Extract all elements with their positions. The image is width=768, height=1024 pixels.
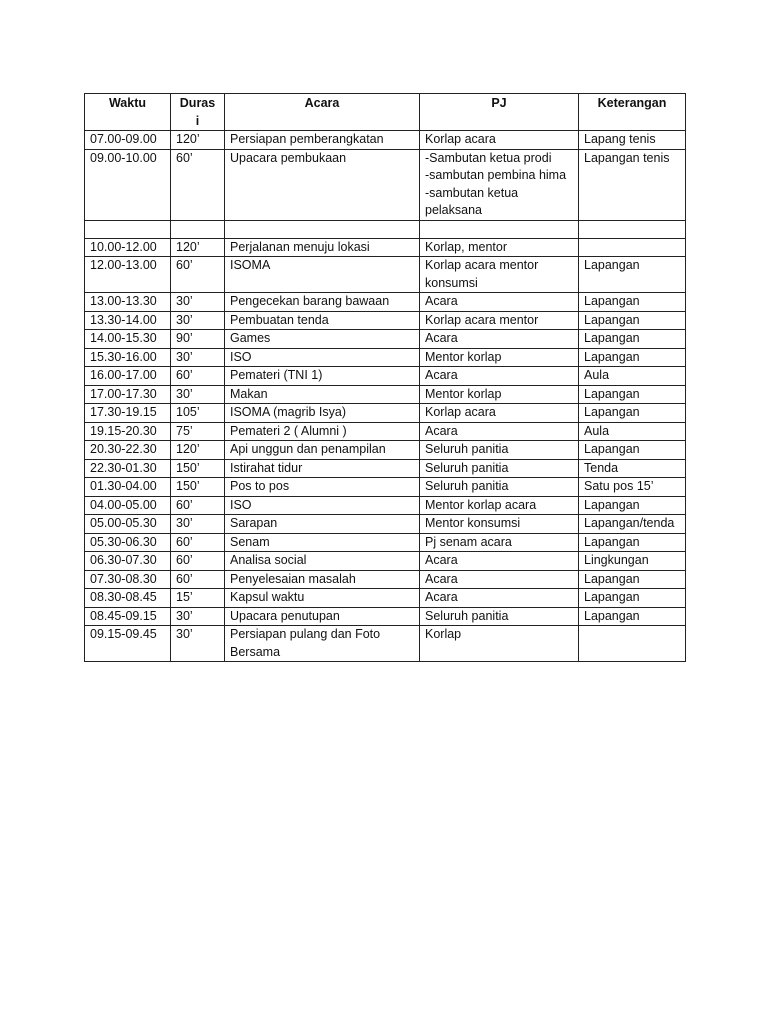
cell-waktu <box>85 220 171 238</box>
table-row <box>85 515 686 534</box>
cell-pj-line: pelaksana <box>425 203 482 217</box>
cell-durasi: 60’ <box>171 496 225 515</box>
table-row <box>85 330 686 349</box>
table-row <box>85 220 686 238</box>
cell-pj: Seluruh panitia <box>420 607 579 626</box>
table-row <box>85 404 686 423</box>
cell-durasi: 60’ <box>171 149 225 220</box>
cell-acara: Istirahat tidur <box>225 459 420 478</box>
cell-waktu: 07.30-08.30 <box>85 570 171 589</box>
cell-durasi: 30’ <box>171 348 225 367</box>
cell-pj: Seluruh panitia <box>420 459 579 478</box>
cell-durasi: 60’ <box>171 533 225 552</box>
cell-pj-line: Korlap acara mentor <box>425 258 539 272</box>
header-durasi-line2: i <box>195 113 200 128</box>
table-row <box>85 459 686 478</box>
table-header <box>85 94 686 131</box>
header-row <box>85 94 686 131</box>
cell-acara: Perjalanan menuju lokasi <box>225 238 420 257</box>
table-row <box>85 293 686 312</box>
cell-pj: Acara <box>420 570 579 589</box>
table-row <box>85 149 686 220</box>
cell-acara: ISO <box>225 496 420 515</box>
cell-acara: Pos to pos <box>225 478 420 497</box>
cell-keterangan: Lapangan <box>579 441 686 460</box>
cell-durasi: 30’ <box>171 293 225 312</box>
cell-pj: Acara <box>420 422 579 441</box>
cell-waktu: 08.45-09.15 <box>85 607 171 626</box>
cell-keterangan: Lapangan/tenda <box>579 515 686 534</box>
table-row <box>85 385 686 404</box>
table-row <box>85 496 686 515</box>
cell-acara: ISOMA <box>225 257 420 293</box>
cell-keterangan: Lapangan tenis <box>579 149 686 220</box>
cell-pj: Acara <box>420 330 579 349</box>
cell-acara: Games <box>225 330 420 349</box>
cell-waktu: 15.30-16.00 <box>85 348 171 367</box>
cell-keterangan: Lapangan <box>579 589 686 608</box>
cell-pj: Acara <box>420 293 579 312</box>
cell-waktu: 13.30-14.00 <box>85 311 171 330</box>
table-row <box>85 422 686 441</box>
cell-waktu: 08.30-08.45 <box>85 589 171 608</box>
cell-acara <box>225 626 420 662</box>
cell-waktu: 17.30-19.15 <box>85 404 171 423</box>
cell-durasi: 150’ <box>171 478 225 497</box>
table-row <box>85 626 686 662</box>
cell-acara: Upacara penutupan <box>225 607 420 626</box>
cell-waktu: 16.00-17.00 <box>85 367 171 386</box>
cell-durasi: 30’ <box>171 607 225 626</box>
header-durasi-line1: Duras <box>179 96 216 110</box>
cell-keterangan: Lingkungan <box>579 552 686 571</box>
cell-waktu: 22.30-01.30 <box>85 459 171 478</box>
cell-pj: Mentor konsumsi <box>420 515 579 534</box>
header-durasi <box>171 94 225 131</box>
cell-pj-line: -sambutan ketua <box>425 185 519 200</box>
cell-pj: Korlap, mentor <box>420 238 579 257</box>
cell-acara: Pemateri 2 ( Alumni ) <box>225 422 420 441</box>
cell-pj: Acara <box>420 367 579 386</box>
cell-waktu: 07.00-09.00 <box>85 131 171 150</box>
cell-acara: Makan <box>225 385 420 404</box>
cell-keterangan: Lapangan <box>579 348 686 367</box>
cell-durasi: 15’ <box>171 589 225 608</box>
cell-pj <box>420 257 579 293</box>
cell-durasi: 120’ <box>171 441 225 460</box>
cell-keterangan: Lapang tenis <box>579 131 686 150</box>
cell-pj: Korlap acara mentor <box>420 311 579 330</box>
cell-waktu: 09.15-09.45 <box>85 626 171 662</box>
table-row <box>85 257 686 293</box>
cell-keterangan: Lapangan <box>579 533 686 552</box>
cell-keterangan <box>579 220 686 238</box>
cell-pj-line: konsumsi <box>425 275 478 290</box>
cell-durasi: 120’ <box>171 238 225 257</box>
cell-keterangan: Tenda <box>579 459 686 478</box>
cell-keterangan: Lapangan <box>579 330 686 349</box>
cell-pj-line: -Sambutan ketua prodi <box>425 150 552 165</box>
cell-acara <box>225 220 420 238</box>
cell-keterangan: Lapangan <box>579 404 686 423</box>
cell-waktu: 10.00-12.00 <box>85 238 171 257</box>
cell-acara: Kapsul waktu <box>225 589 420 608</box>
table-row <box>85 441 686 460</box>
table-row <box>85 552 686 571</box>
cell-keterangan: Aula <box>579 422 686 441</box>
cell-pj: Acara <box>420 552 579 571</box>
cell-acara: Sarapan <box>225 515 420 534</box>
header-keterangan: Keterangan <box>579 94 686 131</box>
cell-keterangan: Lapangan <box>579 607 686 626</box>
cell-acara-line: Persiapan pulang dan Foto <box>230 627 381 641</box>
cell-acara: Upacara pembukaan <box>225 149 420 220</box>
table-row <box>85 607 686 626</box>
cell-acara: Penyelesaian masalah <box>225 570 420 589</box>
cell-waktu: 09.00-10.00 <box>85 149 171 220</box>
cell-acara: Analisa social <box>225 552 420 571</box>
cell-acara: Api unggun dan penampilan <box>225 441 420 460</box>
cell-pj: Mentor korlap <box>420 385 579 404</box>
table-row <box>85 311 686 330</box>
schedule-table <box>84 93 686 662</box>
table-row <box>85 131 686 150</box>
cell-pj-line: -sambutan pembina hima <box>425 168 567 182</box>
cell-keterangan: Lapangan <box>579 257 686 293</box>
cell-pj: Seluruh panitia <box>420 478 579 497</box>
table-row <box>85 478 686 497</box>
cell-acara: ISO <box>225 348 420 367</box>
cell-waktu: 20.30-22.30 <box>85 441 171 460</box>
table-row <box>85 238 686 257</box>
cell-acara: ISOMA (magrib Isya) <box>225 404 420 423</box>
cell-acara: Pengecekan barang bawaan <box>225 293 420 312</box>
cell-waktu: 04.00-05.00 <box>85 496 171 515</box>
cell-durasi: 75’ <box>171 422 225 441</box>
cell-durasi: 30’ <box>171 385 225 404</box>
cell-durasi: 105’ <box>171 404 225 423</box>
cell-keterangan: Satu pos 15’ <box>579 478 686 497</box>
cell-waktu: 12.00-13.00 <box>85 257 171 293</box>
cell-waktu: 14.00-15.30 <box>85 330 171 349</box>
cell-durasi: 60’ <box>171 552 225 571</box>
cell-keterangan <box>579 238 686 257</box>
cell-waktu: 17.00-17.30 <box>85 385 171 404</box>
header-acara: Acara <box>225 94 420 131</box>
table-row <box>85 533 686 552</box>
cell-pj: Acara <box>420 589 579 608</box>
cell-acara: Pemateri (TNI 1) <box>225 367 420 386</box>
cell-keterangan <box>579 626 686 662</box>
cell-durasi <box>171 220 225 238</box>
cell-durasi: 60’ <box>171 570 225 589</box>
header-pj: PJ <box>420 94 579 131</box>
cell-waktu: 19.15-20.30 <box>85 422 171 441</box>
cell-keterangan: Aula <box>579 367 686 386</box>
cell-pj: Korlap <box>420 626 579 662</box>
cell-durasi: 60’ <box>171 367 225 386</box>
cell-acara: Pembuatan tenda <box>225 311 420 330</box>
table-row <box>85 348 686 367</box>
cell-acara-line: Bersama <box>230 644 281 659</box>
table-body <box>85 131 686 662</box>
table-row <box>85 367 686 386</box>
cell-keterangan: Lapangan <box>579 496 686 515</box>
cell-durasi: 60’ <box>171 257 225 293</box>
cell-waktu: 13.00-13.30 <box>85 293 171 312</box>
cell-waktu: 06.30-07.30 <box>85 552 171 571</box>
cell-keterangan: Lapangan <box>579 311 686 330</box>
cell-keterangan: Lapangan <box>579 570 686 589</box>
cell-durasi: 30’ <box>171 626 225 662</box>
header-waktu: Waktu <box>85 94 171 131</box>
cell-pj <box>420 220 579 238</box>
cell-pj: Mentor korlap acara <box>420 496 579 515</box>
cell-durasi: 30’ <box>171 515 225 534</box>
table-row <box>85 589 686 608</box>
cell-pj: Mentor korlap <box>420 348 579 367</box>
cell-waktu: 05.00-05.30 <box>85 515 171 534</box>
cell-keterangan: Lapangan <box>579 293 686 312</box>
cell-durasi: 150’ <box>171 459 225 478</box>
table-row <box>85 570 686 589</box>
cell-pj: Korlap acara <box>420 404 579 423</box>
cell-acara: Persiapan pemberangkatan <box>225 131 420 150</box>
cell-pj: Pj senam acara <box>420 533 579 552</box>
cell-waktu: 05.30-06.30 <box>85 533 171 552</box>
cell-durasi: 120’ <box>171 131 225 150</box>
cell-durasi: 30’ <box>171 311 225 330</box>
cell-keterangan: Lapangan <box>579 385 686 404</box>
cell-durasi: 90’ <box>171 330 225 349</box>
cell-waktu: 01.30-04.00 <box>85 478 171 497</box>
cell-acara: Senam <box>225 533 420 552</box>
cell-pj: Korlap acara <box>420 131 579 150</box>
cell-pj <box>420 149 579 220</box>
cell-pj: Seluruh panitia <box>420 441 579 460</box>
